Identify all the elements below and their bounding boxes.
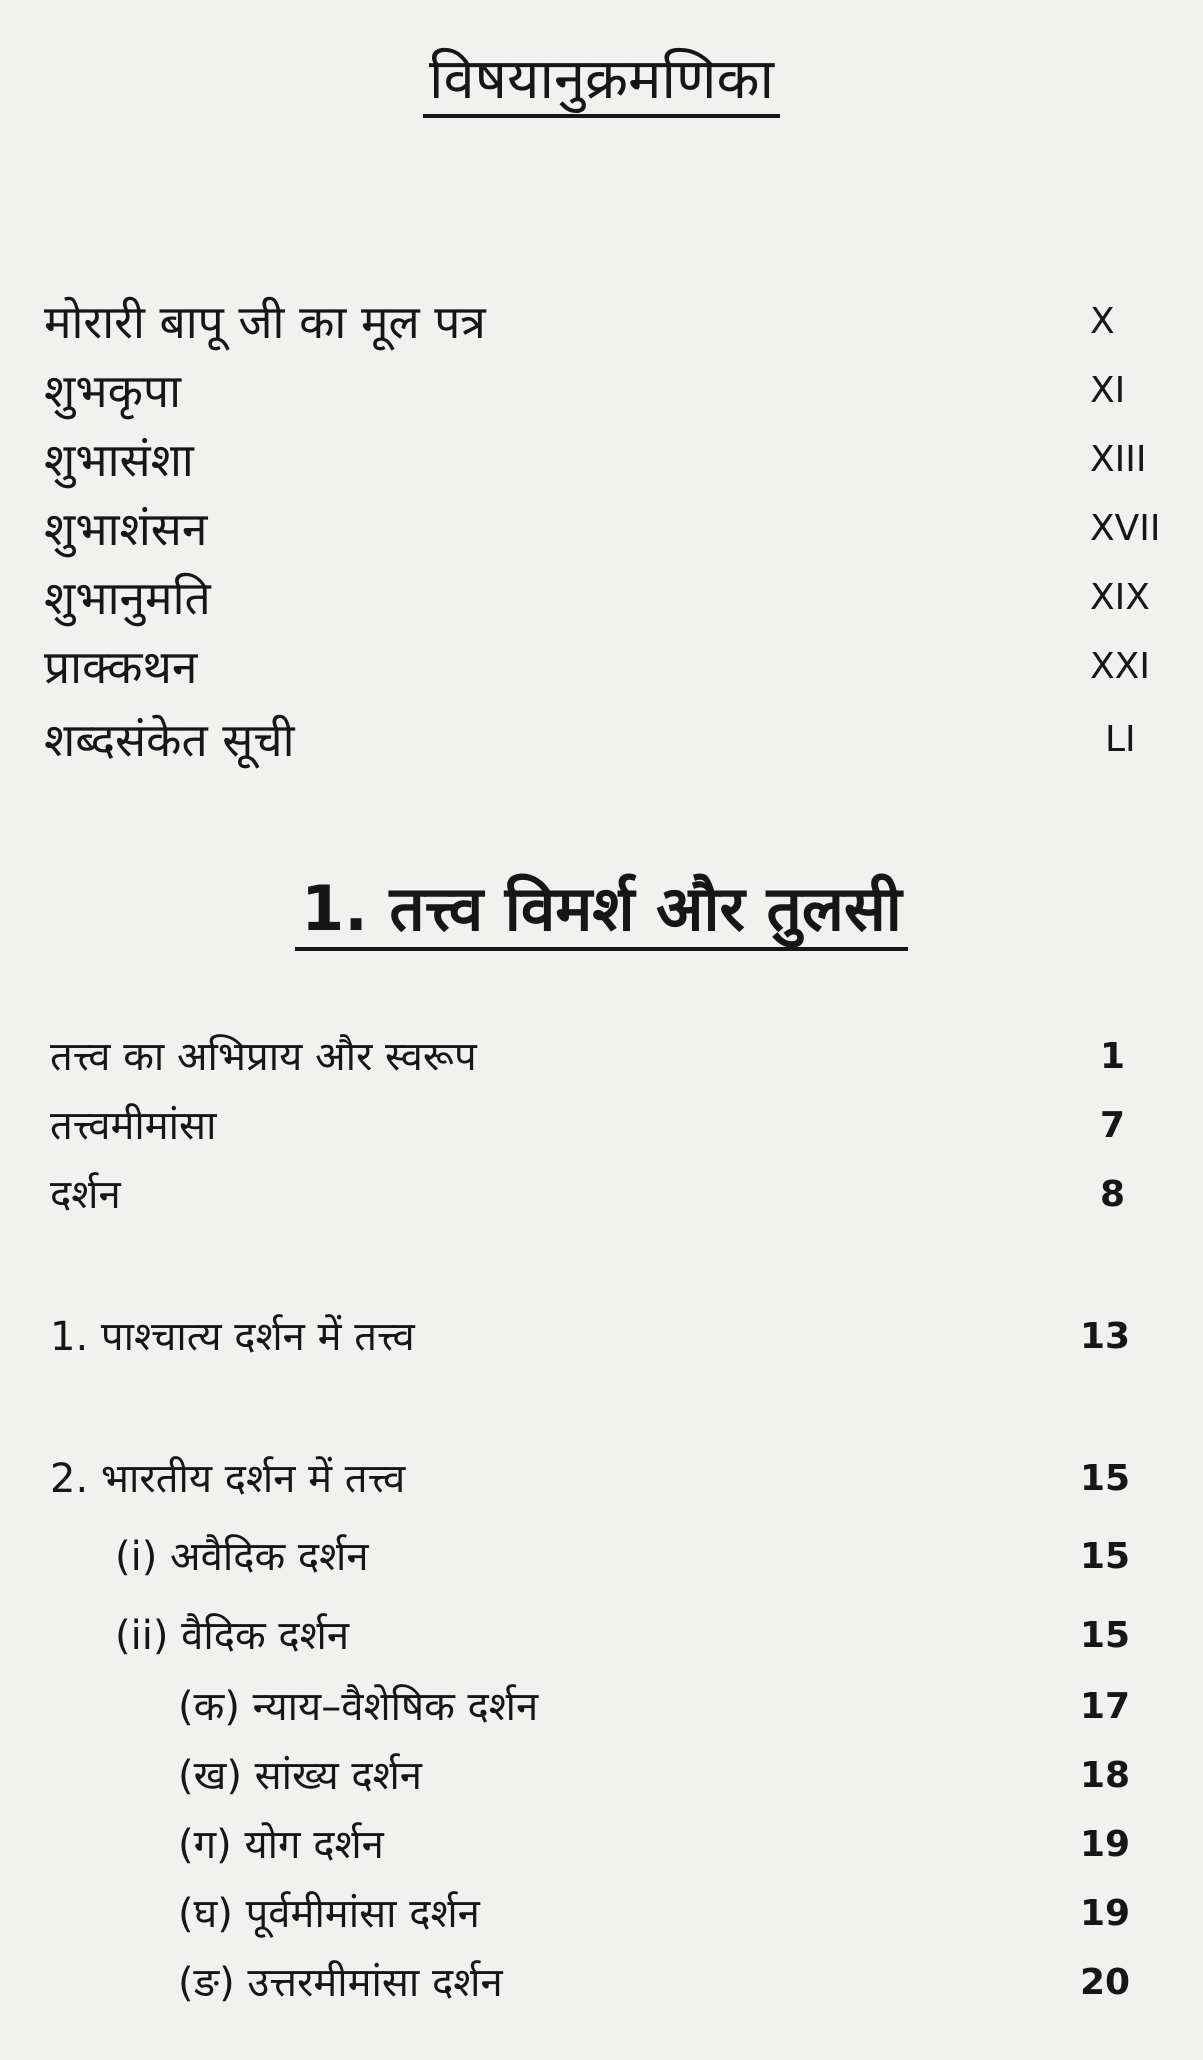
entry-label: प्राक्कथन (44, 640, 198, 694)
toc-entry (0, 1601, 1203, 1671)
entry-page: 18 (1080, 1755, 1131, 1796)
toc-entry (0, 1444, 1203, 1514)
entry-label: शुभासंशा (44, 433, 194, 487)
entry-page: 13 (1080, 1316, 1131, 1357)
toc-entry (0, 1091, 1203, 1161)
entry-page: 15 (1080, 1458, 1131, 1499)
page-title-text: विषयानुक्रमणिका (423, 47, 780, 118)
entry-page: 8 (1100, 1174, 1126, 1215)
entry-label: दर्शन (50, 1172, 121, 1218)
entry-label: 1. पाश्चात्य दर्शन में तत्त्व (50, 1314, 415, 1360)
toc-entry (0, 494, 1203, 564)
chapter-heading-text: 1. तत्त्व विमर्श और तुलसी (295, 872, 908, 951)
entry-label: मोरारी बापू जी का मूल पत्र (44, 295, 486, 349)
entry-page: 15 (1080, 1615, 1131, 1656)
entry-page: X (1090, 301, 1115, 342)
chapter-heading (0, 866, 1203, 952)
toc-entry (0, 1522, 1203, 1592)
toc-entry (0, 1160, 1203, 1230)
entry-page: 17 (1080, 1686, 1131, 1727)
entry-label: शब्दसंकेत सूची (44, 713, 295, 767)
toc-entry (0, 705, 1203, 775)
entry-page: XI (1090, 370, 1126, 411)
entry-label: (घ) पूर्वमीमांसा दर्शन (178, 1891, 480, 1937)
entry-page: 19 (1080, 1824, 1131, 1865)
entry-page: 19 (1080, 1893, 1131, 1934)
entry-label: (i) अवैदिक दर्शन (115, 1534, 369, 1580)
entry-label: तत्त्वमीमांसा (50, 1103, 217, 1149)
toc-entry (0, 1741, 1203, 1811)
entry-label: (ङ) उत्तरमीमांसा दर्शन (178, 1960, 503, 2006)
entry-page: XIX (1090, 577, 1150, 618)
toc-entry (0, 1022, 1203, 1092)
entry-label: 2. भारतीय दर्शन में तत्त्व (50, 1456, 406, 1502)
toc-entry (0, 1948, 1203, 2018)
entry-page: XIII (1090, 439, 1147, 480)
toc-entry (0, 563, 1203, 633)
toc-entry (0, 1810, 1203, 1880)
entry-label: शुभाशंसन (44, 502, 208, 556)
toc-entry (0, 356, 1203, 426)
toc-entry (0, 1879, 1203, 1949)
page-title (0, 40, 1203, 120)
toc-entry (0, 1302, 1203, 1372)
entry-label: (ग) योग दर्शन (178, 1822, 384, 1868)
entry-label: (ii) वैदिक दर्शन (115, 1613, 350, 1659)
entry-page: 15 (1080, 1536, 1131, 1577)
toc-entry (0, 425, 1203, 495)
entry-label: तत्त्व का अभिप्राय और स्वरूप (50, 1034, 477, 1080)
entry-page: 1 (1100, 1036, 1126, 1077)
toc-entry (0, 1672, 1203, 1742)
entry-label: शुभानुमति (44, 571, 211, 625)
entry-page: LI (1105, 719, 1136, 760)
entry-page: 20 (1080, 1962, 1131, 2003)
entry-page: 7 (1100, 1105, 1126, 1146)
entry-label: शुभकृपा (44, 364, 181, 418)
entry-page: XVII (1090, 508, 1161, 549)
entry-page: XXI (1090, 646, 1150, 687)
toc-entry (0, 287, 1203, 357)
entry-label: (ख) सांख्य दर्शन (178, 1753, 423, 1799)
toc-entry (0, 632, 1203, 702)
entry-label: (क) न्याय–वैशेषिक दर्शन (178, 1684, 539, 1730)
